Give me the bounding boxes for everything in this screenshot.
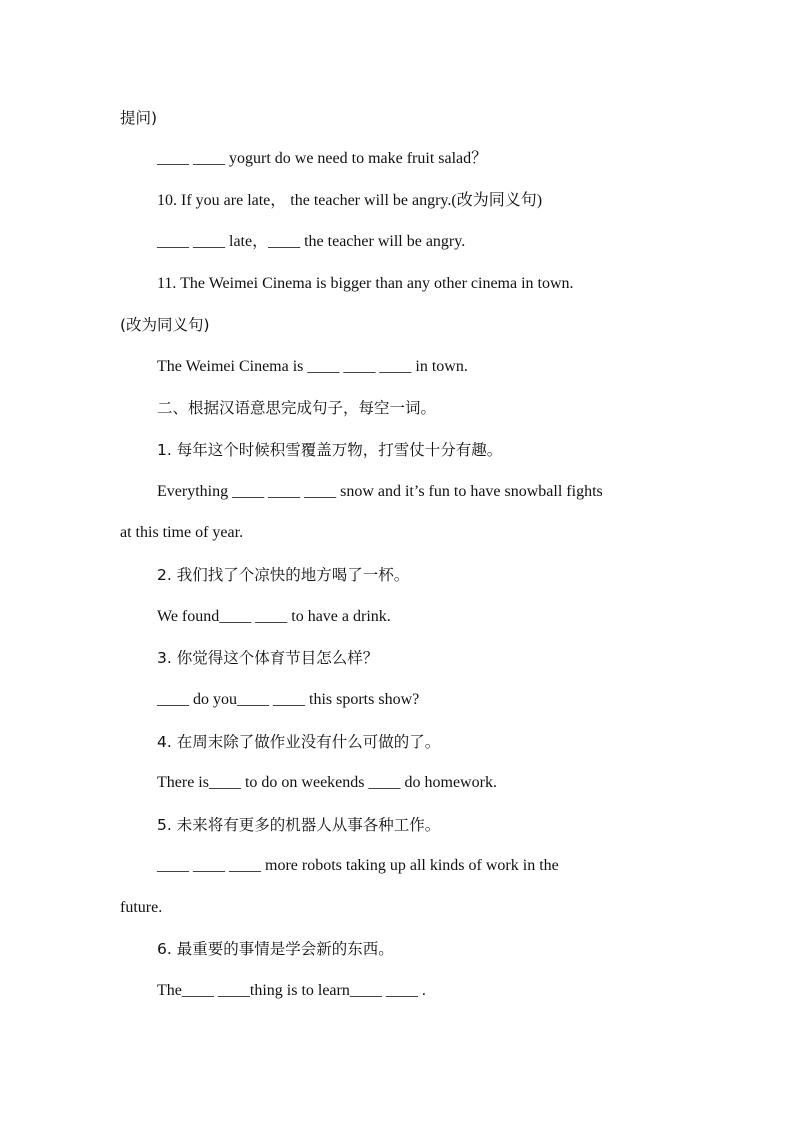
text-line-18: 5. 未来将有更多的机器人从事各种工作。 (157, 816, 441, 834)
text-line-14: 3. 你觉得这个体育节目怎么样？ (157, 649, 379, 667)
text-line-16: 4. 在周末除了做作业没有什么可做的了。 (157, 733, 441, 751)
text-line-12: 2. 我们找了个凉快的地方喝了一杯。 (157, 566, 410, 584)
text-line-2: ____ ____ yogurt do we need to make fruit salad？ (157, 150, 488, 167)
section-heading: 二、根据汉语意思完成句子，每空一词。 (157, 399, 437, 417)
text-line-10: Everything ____ ____ ____ snow and it’s fun to have snowball fights (157, 483, 603, 500)
text-line-19: ____ ____ ____ more robots taking up all kinds of work in the (157, 857, 559, 874)
text-line-9: 1. 每年这个时候积雪覆盖万物，打雪仗十分有趣。 (157, 441, 503, 459)
text-line-3: 10. If you are late， the teacher will be angry.(改为同义句) (157, 192, 543, 209)
text-line-5: 11. The Weimei Cinema is bigger than any other cinema in town. (157, 275, 574, 292)
text-line-1: 提问) (120, 109, 158, 127)
text-line-20: future. (120, 899, 163, 916)
text-line-4: ____ ____ late，____ the teacher will be angry. (157, 233, 466, 250)
text-line-17: There is____ to do on weekends ____ do homework. (157, 774, 497, 791)
text-line-13: We found____ ____ to have a drink. (157, 608, 391, 625)
text-line-22: The____ ____thing is to learn____ ____ . (157, 982, 426, 999)
text-line-21: 6. 最重要的事情是学会新的东西。 (157, 940, 394, 958)
text-line-6: (改为同义句) (120, 316, 210, 334)
text-line-15: ____ do you____ ____ this sports show? (157, 691, 420, 708)
text-line-11: at this time of year. (120, 524, 244, 541)
text-line-7: The Weimei Cinema is ____ ____ ____ in town. (157, 358, 468, 375)
